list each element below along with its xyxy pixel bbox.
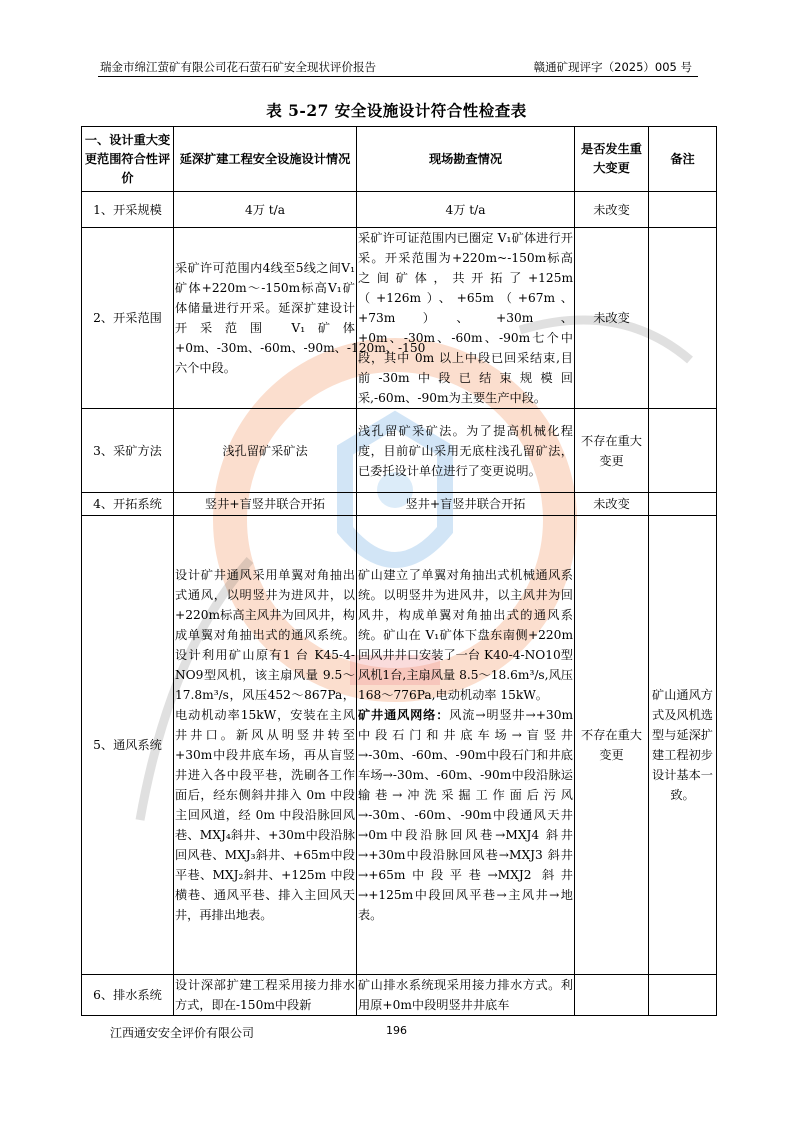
footer-company: 江西通安安全评价有限公司 xyxy=(110,1026,255,1040)
header-note: 备注 xyxy=(649,127,717,192)
design-cell: 竖井+盲竖井联合开拓 xyxy=(174,493,357,516)
header-survey: 现场勘查情况 xyxy=(357,127,575,192)
design-cell: 4万 t/a xyxy=(174,192,357,228)
change-cell: 不存在重大变更 xyxy=(575,516,649,975)
table-row xyxy=(82,228,717,409)
change-cell: 未改变 xyxy=(575,228,649,409)
table-row xyxy=(82,493,717,516)
survey-cell: 采矿许可证范围内已圈定 V₁矿体进行开采。开采范围为+220m~-150m标高之间矿体，共开拓了+125m（+126m）、+65m（+67m、+73m）、+30m、+0m、-30m、-60m、-90m七个中段，其中 0m 以上中段已回采结束,目前-30m中段已结束规模回采,-60m、-90m为主要生产中段。 xyxy=(357,228,575,409)
item-cell: 5、通风系统 xyxy=(82,516,174,975)
change-cell: 未改变 xyxy=(575,192,649,228)
page-number: 196 xyxy=(386,1024,407,1037)
design-cell: 设计矿井通风采用单翼对角抽出式通风，以明竖井为进风井，以+220m标高主风井为回风井，构成单翼对角抽出式的通风系统。设计利用矿山原有1 台 K45-4-NO9型风机，该主扇风量 9.5～17.8m³/s，风压452～867Pa，电动机动率15kW，安装在主风井井口。新风从明竖井转至+30m中段井底车场，再从盲竖井进入各中段平巷，洗刷各工作面后，经东侧斜井排入 0m 中段主回风道，经 0m 中段沿脉回风巷、MXJ₄斜井、+30m中段沿脉回风巷、MXJ₃斜井、+65m中段平巷、MXJ₂斜井、+125m 中段横巷、通风平巷、排入主回风天井，再排出地表。 xyxy=(174,516,357,975)
ventilation-network-label: 矿井通风网络： xyxy=(358,708,450,722)
note-cell xyxy=(649,228,717,409)
table-row xyxy=(82,975,717,1016)
note-cell xyxy=(649,493,717,516)
report-title-header: 瑞金市绵江萤矿有限公司花石萤石矿安全现状评价报告 xyxy=(100,60,376,74)
design-cell: 浅孔留矿采矿法 xyxy=(174,409,357,493)
header-item: 一、设计重大变更范围符合性评价 xyxy=(82,127,174,192)
report-number: 赣通矿现评字（2025）005 号 xyxy=(533,60,692,74)
page-header xyxy=(98,56,698,77)
item-cell: 6、排水系统 xyxy=(82,975,174,1016)
survey-cell: 矿山排水系统现采用接力排水方式。利用原+0m中段明竖井井底车 xyxy=(357,975,575,1016)
item-cell: 4、开拓系统 xyxy=(82,493,174,516)
survey-cell: 4万 t/a xyxy=(357,192,575,228)
note-cell xyxy=(649,192,717,228)
change-cell: 未改变 xyxy=(575,493,649,516)
ventilation-network-text: 风流→明竖井→+30m中段石门和井底车场→盲竖井→-30m、-60m、-90m中段石门和井底车场→-30m、-60m、-90m中段沿脉运输巷→冲洗采掘工作面后污风→-30m、-60m、-90m中段通风天井→0m中段沿脉回风巷→MXJ4 斜井→+30m中段沿脉回风巷→MXJ3 斜井→+65m中段平巷→MXJ2 斜井→+125m中段回风平巷→主风井→地表。 xyxy=(358,708,574,922)
design-cell: 采矿许可范围内4线至5线之间V₁矿体+220m～-150m标高V₁矿体储量进行开采。延深扩建设计开采范围 V₁矿体+0m、-30m、-60m、-90m、-120m、-150六个中段。 xyxy=(174,228,357,409)
item-cell: 2、开采范围 xyxy=(82,228,174,409)
survey-cell: 浅孔留矿采矿法。为了提高机械化程度，目前矿山采用无底柱浅孔留矿法，已委托设计单位进行了变更说明。 xyxy=(357,409,575,493)
design-cell: 设计深部扩建工程采用接力排水方式，即在-150m中段新 xyxy=(174,975,357,1016)
header-design: 延深扩建工程安全设施设计情况 xyxy=(174,127,357,192)
compliance-table xyxy=(81,126,717,1016)
survey-cell xyxy=(357,516,575,975)
table-title: 表 5-27 安全设施设计符合性检查表 xyxy=(266,101,527,120)
item-cell: 3、采矿方法 xyxy=(82,409,174,493)
note-cell xyxy=(649,409,717,493)
survey-cell: 竖井+盲竖井联合开拓 xyxy=(357,493,575,516)
table-row xyxy=(82,192,717,228)
note-cell: 矿山通风方式及风机选型与延深扩建工程初步设计基本一致。 xyxy=(649,516,717,975)
item-cell: 1、开采规模 xyxy=(82,192,174,228)
header-change: 是否发生重大变更 xyxy=(575,127,649,192)
table-row xyxy=(82,516,717,975)
note-cell xyxy=(649,975,717,1016)
table-header-row xyxy=(82,127,717,192)
change-cell: 不存在重大变更 xyxy=(575,409,649,493)
change-cell xyxy=(575,975,649,1016)
survey-text: 矿山建立了单翼对角抽出式机械通风系统。以明竖井为进风井，以主风井为回风井，构成单翼对角抽出式的通风系统。矿山在 V₁矿体下盘东南侧+220m 回风井井口安装了一台 K40-4-NO10型风机1台,主扇风量 8.5～18.6m³/s,风压 168～776Pa,电动机动率 15kW。 xyxy=(358,568,573,702)
table-row xyxy=(82,409,717,493)
